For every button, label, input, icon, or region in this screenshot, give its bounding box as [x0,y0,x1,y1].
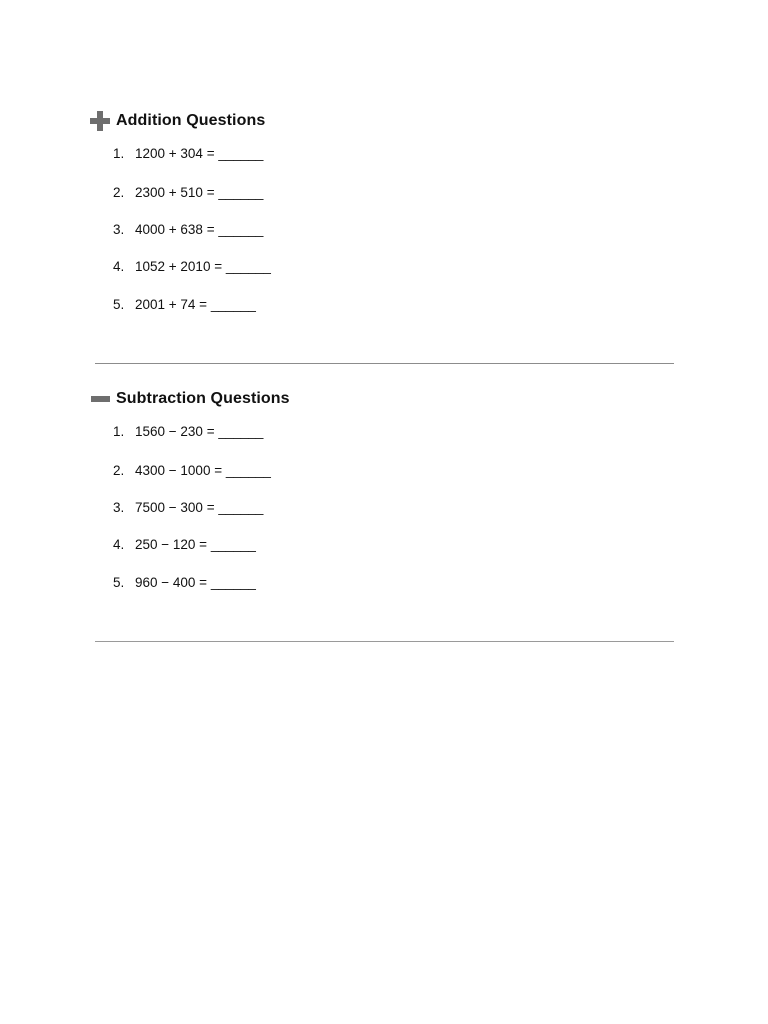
subtraction-question [0,498,768,518]
subtraction-question [0,422,768,442]
addition-section [0,108,768,312]
question-text: 1200 + 304 = ______ [135,146,264,161]
question-text: 4000 + 638 = ______ [135,222,264,237]
plus-icon [90,110,112,132]
minus-icon [90,388,112,410]
section-divider [95,363,674,364]
addition-question [0,220,768,240]
question-number: 5. [113,575,125,590]
question-number: 1. [113,424,125,439]
addition-question [0,183,768,203]
question-number: 3. [113,222,125,237]
question-number: 3. [113,500,125,515]
question-number: 2. [113,185,125,200]
section-divider [95,641,674,642]
question-text: 2300 + 510 = ______ [135,185,264,200]
subtraction-question [0,573,768,593]
question-number: 4. [113,537,125,552]
question-text: 2001 + 74 = ______ [135,297,256,312]
question-text: 1560 − 230 = ______ [135,424,264,439]
question-text: 250 − 120 = ______ [135,537,256,552]
question-number: 4. [113,259,125,274]
subtraction-heading [90,386,768,412]
question-number: 1. [113,146,125,161]
subtraction-section [0,386,768,590]
subtraction-title: Subtraction Questions [116,390,290,407]
subtraction-question [0,461,768,481]
question-text: 960 − 400 = ______ [135,575,256,590]
question-text: 7500 − 300 = ______ [135,500,264,515]
addition-heading [90,108,768,134]
subtraction-question [0,535,768,555]
question-number: 5. [113,297,125,312]
addition-question [0,295,768,315]
addition-question [0,144,768,164]
question-text: 4300 − 1000 = ______ [135,463,271,478]
question-text: 1052 + 2010 = ______ [135,259,271,274]
question-number: 2. [113,463,125,478]
addition-title: Addition Questions [116,112,266,129]
addition-question [0,257,768,277]
